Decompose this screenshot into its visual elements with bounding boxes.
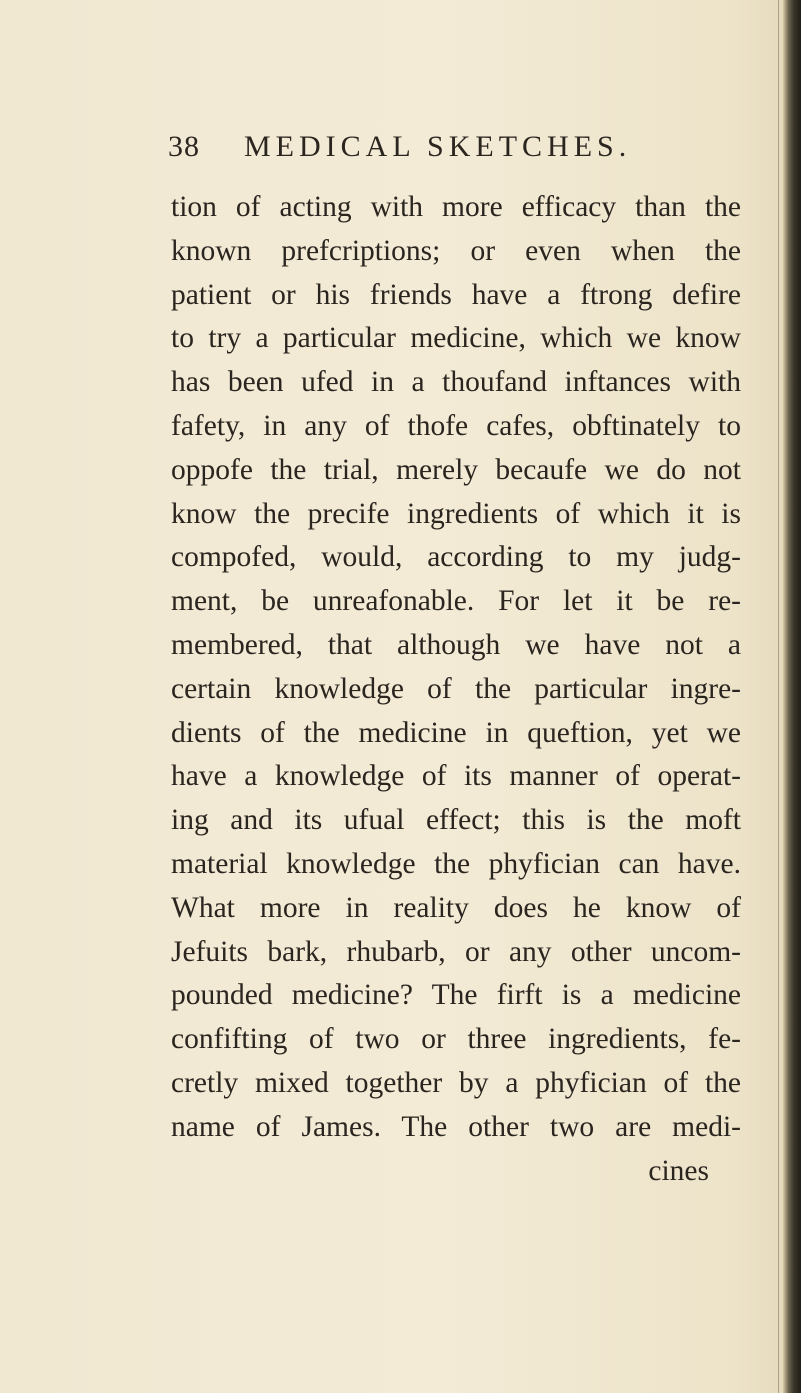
text-line: to try a particular medicine, which we know [171,322,741,355]
text-line: name of James. The other two are medi- [171,1110,741,1143]
text-line: ing and its ufual effect; this is the moft [171,804,741,837]
text-line: know the precife ingredients of which it is [171,497,741,530]
text-line: What more in reality does he know of [171,891,741,924]
page-edge [778,0,787,1393]
catchword: cines [648,1154,709,1187]
running-head: MEDICAL SKETCHES. [244,130,632,163]
text-line: Jefuits bark, rhubarb, or any other uncom- [171,935,741,968]
text-line: compofed, would, according to my judg- [171,541,741,574]
text-line: confifting of two or three ingredients, fe- [171,1023,741,1056]
page-header [168,130,688,174]
text-line: pounded medicine? The firft is a medicine [171,979,741,1012]
page-number: 38 [168,130,200,163]
text-line: membered, that although we have not a [171,628,741,661]
text-line: patient or his friends have a ftrong defire [171,278,741,311]
body-text [171,186,741,1193]
text-line: cretly mixed together by a phyfician of the [171,1066,741,1099]
text-line: have a knowledge of its manner of operat- [171,760,741,793]
text-line: has been ufed in a thoufand inftances with [171,366,741,399]
text-line: ment, be unreafonable. For let it be re- [171,585,741,618]
text-line: oppofe the trial, merely becaufe we do not [171,453,741,486]
text-line: tion of acting with more efficacy than the [171,191,741,223]
text-line: fafety, in any of thofe cafes, obftinately to [171,409,741,442]
text-line: known prefcriptions; or even when the [171,234,741,267]
text-line: dients of the medicine in queftion, yet we [171,716,741,749]
text-line: certain knowledge of the particular ingre- [171,672,741,705]
text-line: material knowledge the phyfician can have. [171,847,741,880]
